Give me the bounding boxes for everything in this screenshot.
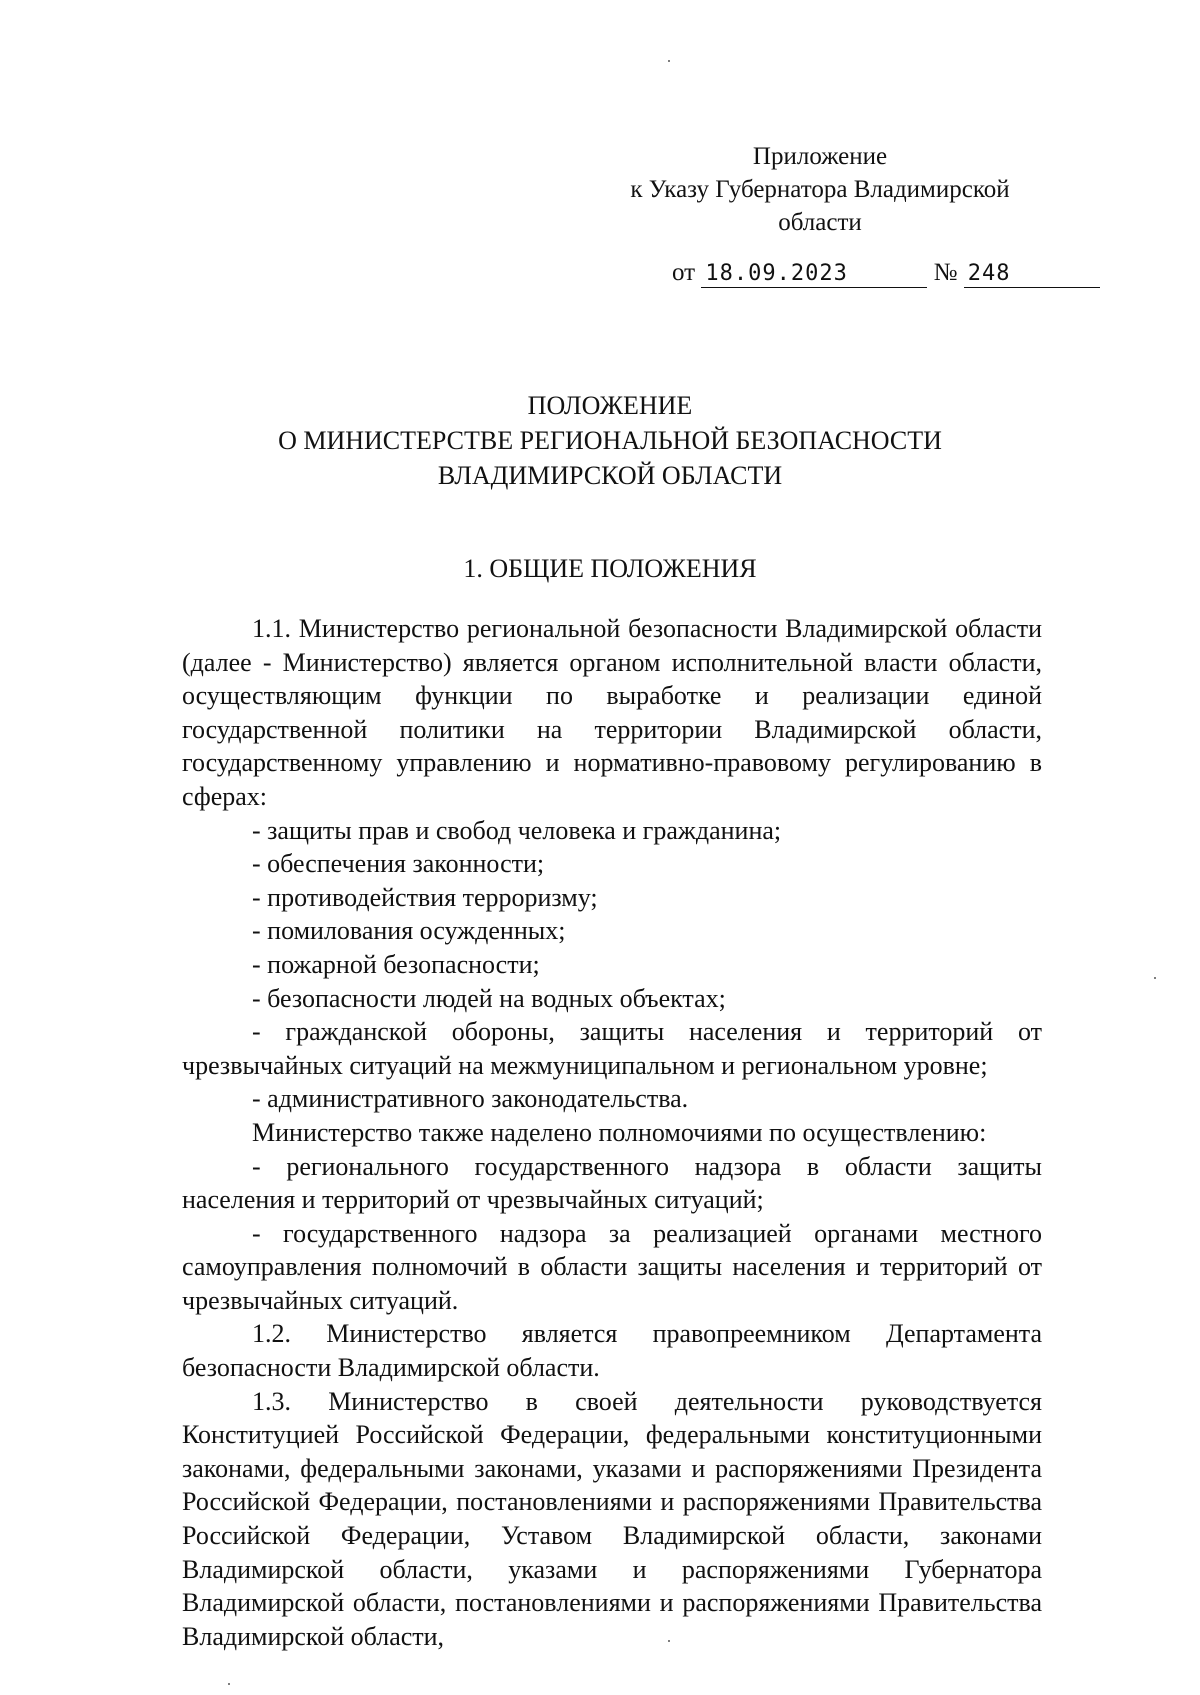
decree-dateline (672, 258, 1100, 288)
scan-speck (668, 60, 670, 62)
number-label: № (933, 259, 958, 286)
title-line-1: ПОЛОЖЕНИЕ (527, 391, 693, 420)
power-item: - государственного надзора за реализацией органами местного самоуправления полномочий в области защиты населения и территорий от чрезвычайных ситуаций. (182, 1218, 1042, 1315)
title-line-3: ВЛАДИМИРСКОЙ ОБЛАСТИ (437, 461, 783, 490)
sphere-item: - безопасности людей на водных объектах; (252, 983, 726, 1013)
sphere-item: - административного законодательства. (252, 1084, 689, 1114)
scan-speck (228, 1683, 230, 1685)
powers-intro: Министерство также наделено полномочиями по осуществлению: (252, 1117, 987, 1147)
appendix-header (600, 140, 1040, 239)
section-heading: 1. ОБЩИЕ ПОЛОЖЕНИЯ (463, 554, 757, 583)
decree-date: 18.09.2023 (701, 261, 927, 288)
decree-number: 248 (964, 261, 1100, 288)
sphere-item: - защиты прав и свобод человека и гражданина; (252, 815, 782, 845)
sphere-item: - противодействия терроризму; (252, 882, 598, 912)
appendix-label: Приложение (752, 143, 888, 170)
date-label: от (672, 259, 696, 286)
appendix-reference: к Указу Губернатора Владимирской (630, 176, 1010, 203)
sphere-item: - помилования осужденных; (252, 916, 566, 946)
paragraph-1-1: 1.1. Министерство региональной безопасности Владимирской области (далее - Министерство) является органом исполнительной власти области, осуществляющим функции по выработке и реализации единой государственной политики на территории Владимирской области, государственному управлению и нормативно-правовому регулированию в сферах: (182, 614, 1042, 811)
appendix-reference-cont: области (778, 209, 862, 236)
paragraph-1-2: 1.2. Министерство является правопреемником Департамента безопасности Владимирской области. (182, 1319, 1042, 1383)
sphere-item: - обеспечения законности; (252, 849, 545, 879)
title-line-2: О МИНИСТЕРСТВЕ РЕГИОНАЛЬНОЙ БЕЗОПАСНОСТИ (278, 426, 942, 455)
document-body (182, 612, 1042, 1653)
scan-speck (1154, 977, 1156, 979)
sphere-item: - гражданской обороны, защиты населения и территорий от чрезвычайных ситуаций на межмуниципальном и региональном уровне; (182, 1017, 1042, 1080)
document-title (170, 388, 1050, 493)
paragraph-1-3: 1.3. Министерство в своей деятельности руководствуется Конституцией Российской Федерации, федеральными конституционными законами, федеральными законами, указами и распоряжениями Президента Российской Федерации, постановлениями и распоряжениями Правительства Российской Федерации, Уставом Владимирской области, законами Владимирской области, указами и распоряжениями Губернатора Владимирской области, постановлениями и распоряжениями Правительства Владимирской области, (182, 1386, 1042, 1651)
power-item: - регионального государственного надзора в области защиты населения и территорий от чрезвычайных ситуаций; (182, 1151, 1042, 1215)
sphere-item: - пожарной безопасности; (252, 949, 540, 979)
scan-speck (668, 1640, 670, 1642)
